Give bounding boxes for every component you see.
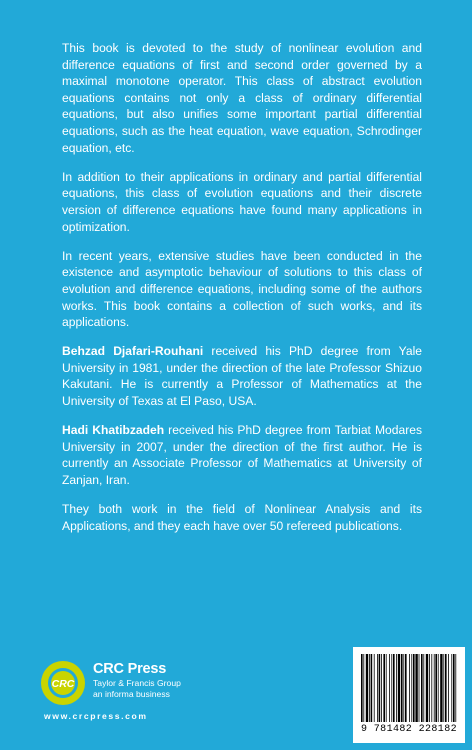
description-paragraph-1: This book is devoted to the study of nonlinear evolution and difference equations of first and second order governed by a maximal monotone operator. This class of abstract evolution equations contains not only a class of ordinary differential equations, but also unifies some important partial differential equations, such as the heat equation, wave equation, Schrodinger equation, etc. <box>62 41 422 155</box>
barcode-bar <box>451 654 452 722</box>
author-2-bio-text: received his PhD degree from Tarbiat Modares University in 2007, under the direction of the first author. He is currently an Associate Professor of Mathematics at University of Zanjan, Iran. <box>62 423 422 488</box>
logo-text: CRC <box>51 678 75 690</box>
barcode-bar <box>434 654 435 722</box>
publisher-business: an informa business <box>93 689 170 699</box>
publisher-name: CRC Press <box>93 661 167 677</box>
barcode-bar <box>371 654 373 722</box>
barcode-bar <box>453 654 455 722</box>
barcode-bar <box>426 654 428 722</box>
barcode-bar <box>409 654 410 722</box>
barcode-bar <box>438 654 439 722</box>
barcode-bar <box>448 654 449 722</box>
publisher-website: www.crcpress.com <box>44 711 148 721</box>
barcode-bar <box>445 654 447 722</box>
publisher-block <box>93 661 181 700</box>
barcode-bar <box>377 654 378 722</box>
description-paragraph-3: In recent years, extensive studies have been conducted in the existence and asymptotic behaviour of solutions to this class of evolution and difference equations, including some of the authors works. This book contains a collection of such works, and its applications. <box>62 248 422 330</box>
barcode-bars <box>361 654 457 722</box>
barcode-bar <box>366 654 368 722</box>
barcode-bar <box>393 654 395 722</box>
author-2-bio <box>62 422 422 488</box>
barcode-bar <box>411 654 412 722</box>
barcode-bar <box>443 654 444 722</box>
barcode-bar <box>379 654 381 722</box>
barcode-bar <box>361 654 363 722</box>
barcode-bar <box>396 654 397 722</box>
description-paragraph-2: In addition to their applications in ordinary and partial differential equations, this class of evolution equations and their discrete version of difference equations have found many applications in optimization. <box>62 169 422 234</box>
barcode-bar <box>383 654 385 722</box>
barcode-bar <box>435 654 437 722</box>
barcode-bar <box>363 654 364 722</box>
author-1-name: Behzad Djafari-Rouhani <box>62 344 204 359</box>
author-1-bio-text: received his PhD degree from Yale University in 1981, under the direction of the late Professor Shizuo Kakutani. He is currently a Professor of Mathematics at the University of Texas at El Paso, USA. <box>62 344 422 409</box>
crc-circle-logo-icon <box>40 660 86 706</box>
barcode-bar <box>369 654 370 722</box>
barcode-bar <box>429 654 430 722</box>
barcode-bar <box>403 654 404 722</box>
barcode-bar <box>423 654 424 722</box>
barcode-bar <box>440 654 442 722</box>
barcode-bar <box>413 654 415 722</box>
closing-paragraph: They both work in the field of Nonlinear Analysis and its Applications, and they each have over 50 refereed publications. <box>62 502 422 533</box>
book-description <box>62 40 422 547</box>
isbn-digits: 9 781482 228182 <box>360 724 457 735</box>
barcode-bar <box>391 654 392 722</box>
barcode-bar <box>421 654 423 722</box>
barcode-bar <box>398 654 400 722</box>
barcode-bar <box>386 654 387 722</box>
barcode-bar <box>431 654 432 722</box>
barcode-bar <box>389 654 390 722</box>
barcode-bar <box>415 654 417 722</box>
barcode-bar <box>374 654 375 722</box>
publisher-group: Taylor & Francis Group <box>93 678 181 688</box>
barcode-bar <box>455 654 456 722</box>
barcode-bar <box>401 654 403 722</box>
barcode-bar <box>405 654 407 722</box>
barcode-bar <box>381 654 382 722</box>
barcode-bar <box>419 654 420 722</box>
isbn-barcode <box>353 647 465 743</box>
author-1-bio <box>62 343 422 409</box>
author-2-name: Hadi Khatibzadeh <box>62 423 165 438</box>
